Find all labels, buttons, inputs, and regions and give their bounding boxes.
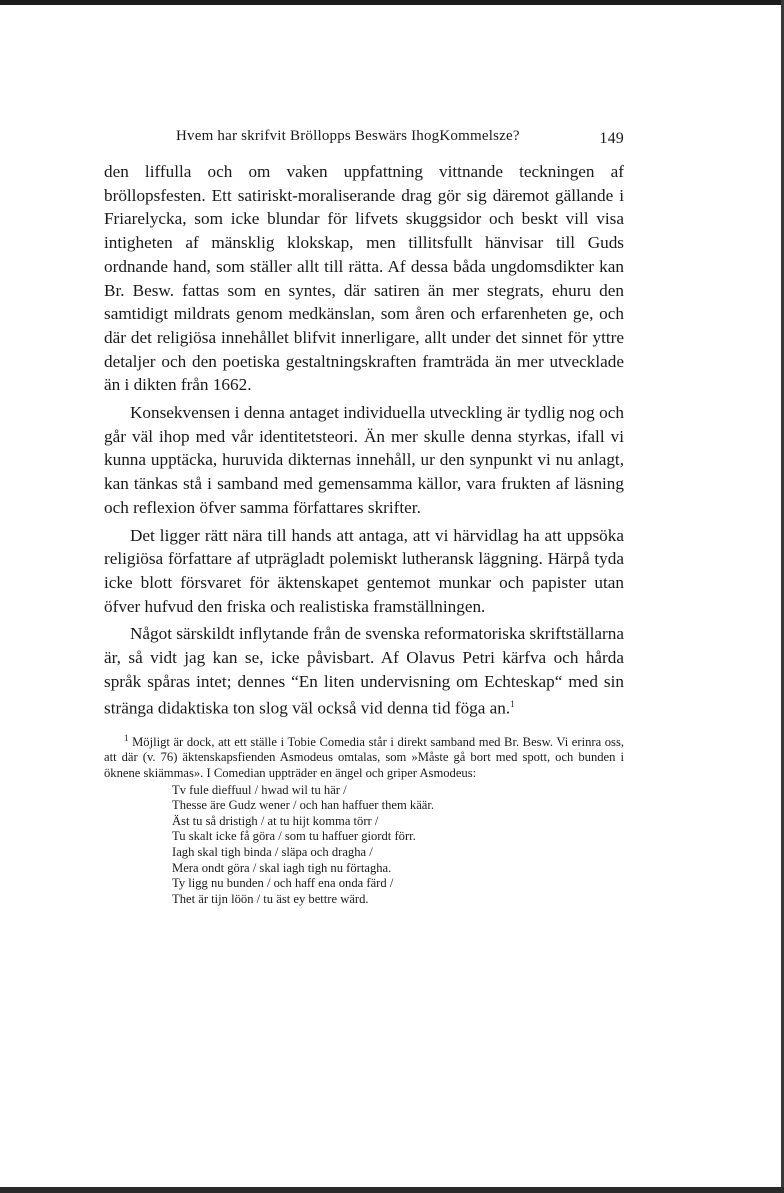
paragraph-4 <box>104 622 624 721</box>
body-text <box>104 160 624 721</box>
verse-line: Thesse äre Gudz wener / och han haffuer them käär. <box>172 798 435 813</box>
paragraph-2: Konsekvensen i denna antaget individuella utveckling är tydlig nog och går väl ihop med vår identitetsteori. Än mer skulle denna styrkas, ifall vi kunna upptäcka, huruvida dikternas innehåll, ur den synpunkt vi nu anlagt, kan tänkas stå i samband med gemensamma källor, vara frukten af läsning och reflexion öfver samma författares skrifter. <box>104 403 624 517</box>
scan-border-bottom <box>0 1187 784 1193</box>
verse-line: Äst tu så dristigh / at tu hijt komma törr / <box>172 813 379 828</box>
paragraph-4-text: Något särskildt inflytande från de svenska reformatoriska skriftställarna är, så vidt jag kan se, icke påvisbart. Af Olavus Petri kärfva och hårda språk spåras intet; dennes “En liten undervisning om Echteskap“ med sin stränga didaktiska ton slog väl också vid denna tid föga an. <box>104 624 624 719</box>
verse-line: Iagh skal tigh binda / släpa och dragha / <box>172 845 373 860</box>
page-number: 149 <box>599 130 624 147</box>
book-page <box>104 128 624 907</box>
footnote-section <box>104 731 624 908</box>
running-header <box>104 128 624 152</box>
verse-line: Ty ligg nu bunden / och haff ena onda färd / <box>172 876 394 891</box>
paragraph-3: Det ligger rätt nära till hands att antaga, att vi härvidlag ha att uppsöka religiösa författare af utprägladt polemiskt lutheransk läggning. Härpå tyda icke blott försvaret för äktenskapet gentemot munkar och papister utan öfver hufvud den friska och realistiska framställningen. <box>104 525 624 616</box>
footnote-reference: 1 <box>510 699 515 710</box>
verse-line: Thet är tijn löön / tu äst ey bettre wärd. <box>172 891 369 906</box>
verse-line: Mera ondt göra / skal iagh tigh nu förtagha. <box>172 860 392 875</box>
footnote-1 <box>104 731 624 781</box>
verse-quotation <box>172 783 624 908</box>
footnote-text: Möjligt är dock, att ett ställe i Tobie Comedia står i direkt samband med Br. Besw. Vi erinra oss, att där (v. 76) äktenskapsfienden Asmodeus omtalas, som »Måste gå bort med spott, och bunden i öknene skiämmas». I Comedian uppträder en ängel och griper Asmodeus: <box>104 735 624 780</box>
verse-line: Tu skalt icke få göra / som tu haffuer giordt förr. <box>172 829 416 844</box>
footnote-marker: 1 <box>124 732 129 743</box>
verse-line: Tv fule dieffuul / hwad wil tu här / <box>172 782 347 797</box>
paragraph-1: den liffulla och om vaken uppfattning vittnande teckningen af bröllopsfesten. Ett satiriskt-moraliserande drag gör sig däremot gällande i Friarelycka, som icke blundar för lifvets skuggsidor och beskt vill visa intigheten af mänsklig klokskap, men tillitsfullt hänvisar till Guds ordnande hand, som ställer allt till rätta. Af dessa båda ungdomsdikter kan Br. Besw. fattas som en syntes, där satiren än mer stegrats, ehuru den samtidigt mildrats genom medkänslan, som åren och erfarenheten ge, och där det religiösa innehållet blifvit innerligare, allt under det sinnet för yttre detaljer och den poetiska gestaltningskraften framträda än mer utvecklade än i dikten från 1662. <box>104 162 624 395</box>
scan-border-top <box>0 0 784 5</box>
running-title: Hvem har skrifvit Bröllopps Beswärs IhogKommelsze? <box>176 128 520 144</box>
